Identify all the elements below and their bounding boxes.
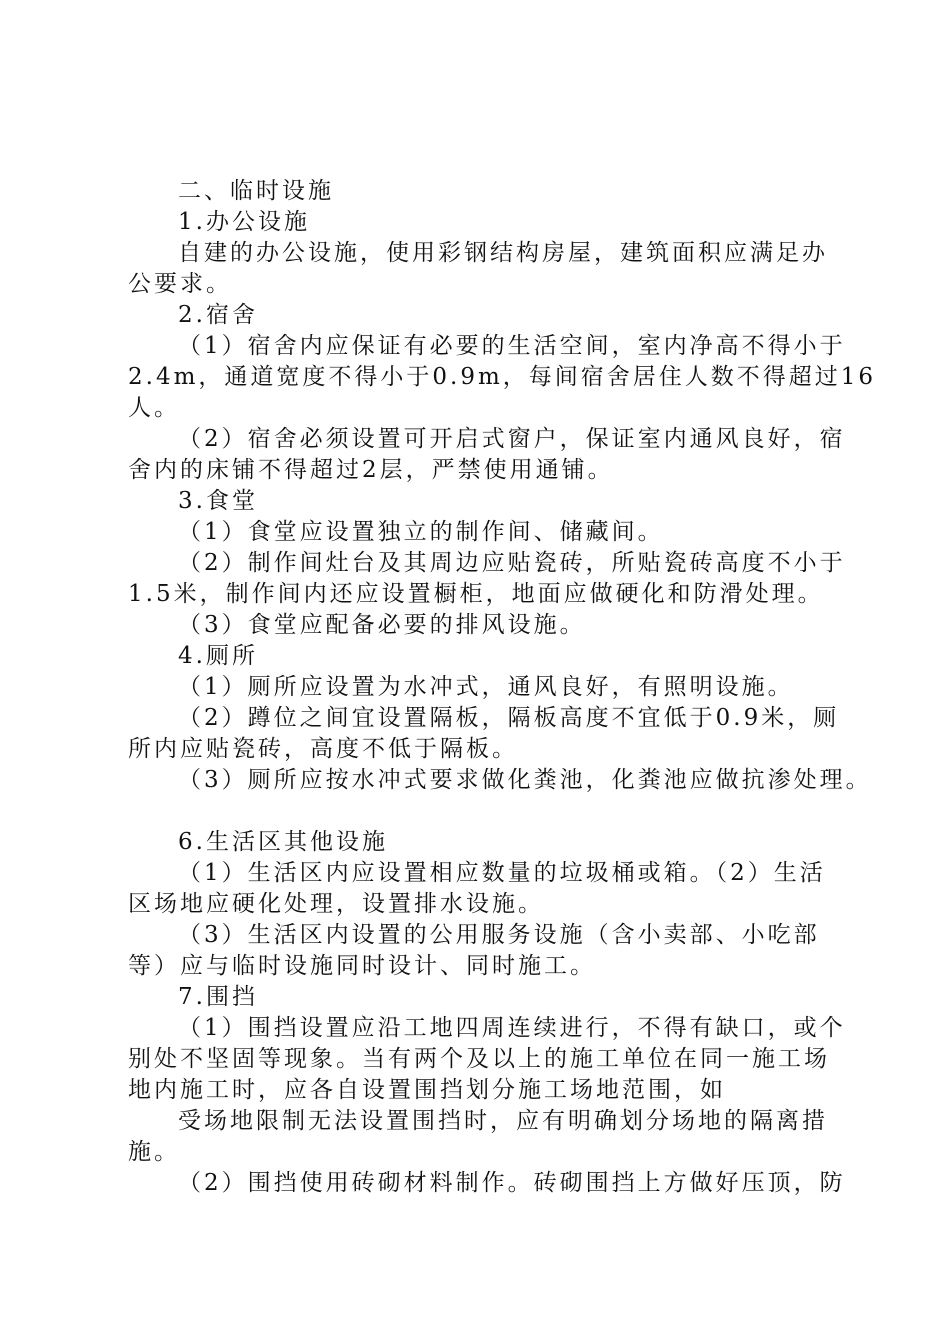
paragraph-line: 自建的办公设施，使用彩钢结构房屋，建筑面积应满足办 [178, 240, 828, 266]
paragraph-line: （3）生活区内设置的公用服务设施（含小卖部、小吃部 [178, 922, 820, 948]
subsection-heading: 6.生活区其他设施 [178, 829, 388, 855]
paragraph-line: （1）生活区内应设置相应数量的垃圾桶或箱。（2）生活 [178, 860, 826, 886]
paragraph-line: （2）蹲位之间宜设置隔板，隔板高度不宜低于0.9米，厕 [178, 705, 840, 731]
paragraph-line: （1）厕所应设置为水冲式，通风良好，有照明设施。 [178, 674, 794, 700]
paragraph-line: （3）食堂应配备必要的排风设施。 [178, 612, 586, 638]
paragraph-line: （1）围挡设置应沿工地四周连续进行，不得有缺口，或个 [178, 1015, 846, 1041]
paragraph-line: （3）厕所应按水冲式要求做化粪池，化粪池应做抗渗处理。 [178, 767, 872, 793]
paragraph-line: 地内施工时，应各自设置围挡划分施工场地范围，如 [128, 1077, 726, 1103]
paragraph-line: （1）宿舍内应保证有必要的生活空间，室内净高不得小于 [178, 333, 846, 359]
paragraph-line: 施。 [128, 1139, 180, 1165]
subsection-heading: 3.食堂 [178, 488, 258, 514]
subsection-heading: 1.办公设施 [178, 209, 310, 235]
paragraph-line: （2）围挡使用砖砌材料制作。砖砌围挡上方做好压顶，防 [178, 1170, 846, 1196]
subsection-heading: 7.围挡 [178, 984, 258, 1010]
paragraph-line: 人。 [128, 395, 180, 421]
paragraph-line: 公要求。 [128, 271, 232, 297]
paragraph-line: （2）宿舍必须设置可开启式窗户，保证室内通风良好，宿 [178, 426, 846, 452]
paragraph-line: （1）食堂应设置独立的制作间、储藏间。 [178, 519, 664, 545]
subsection-heading: 2.宿舍 [178, 302, 258, 328]
paragraph-line: 所内应贴瓷砖，高度不低于隔板。 [128, 736, 518, 762]
paragraph-line: 别处不坚固等现象。当有两个及以上的施工单位在同一施工场 [128, 1046, 830, 1072]
paragraph-line: 等）应与临时设施同时设计、同时施工。 [128, 953, 596, 979]
paragraph-line: 舍内的床铺不得超过2层，严禁使用通铺。 [128, 457, 614, 483]
paragraph-line: 2.4m，通道宽度不得小于0.9m，每间宿舍居住人数不得超过16 [128, 364, 877, 390]
paragraph-line: （2）制作间灶台及其周边应贴瓷砖，所贴瓷砖高度不小于 [178, 550, 846, 576]
paragraph-line: 受场地限制无法设置围挡时，应有明确划分场地的隔离措 [178, 1108, 828, 1134]
section-heading: 二、临时设施 [178, 178, 334, 204]
paragraph-line: 区场地应硬化处理，设置排水设施。 [128, 891, 544, 917]
paragraph-line: 1.5米，制作间内还应设置橱柜，地面应做硬化和防滑处理。 [128, 581, 824, 607]
subsection-heading: 4.厕所 [178, 643, 258, 669]
